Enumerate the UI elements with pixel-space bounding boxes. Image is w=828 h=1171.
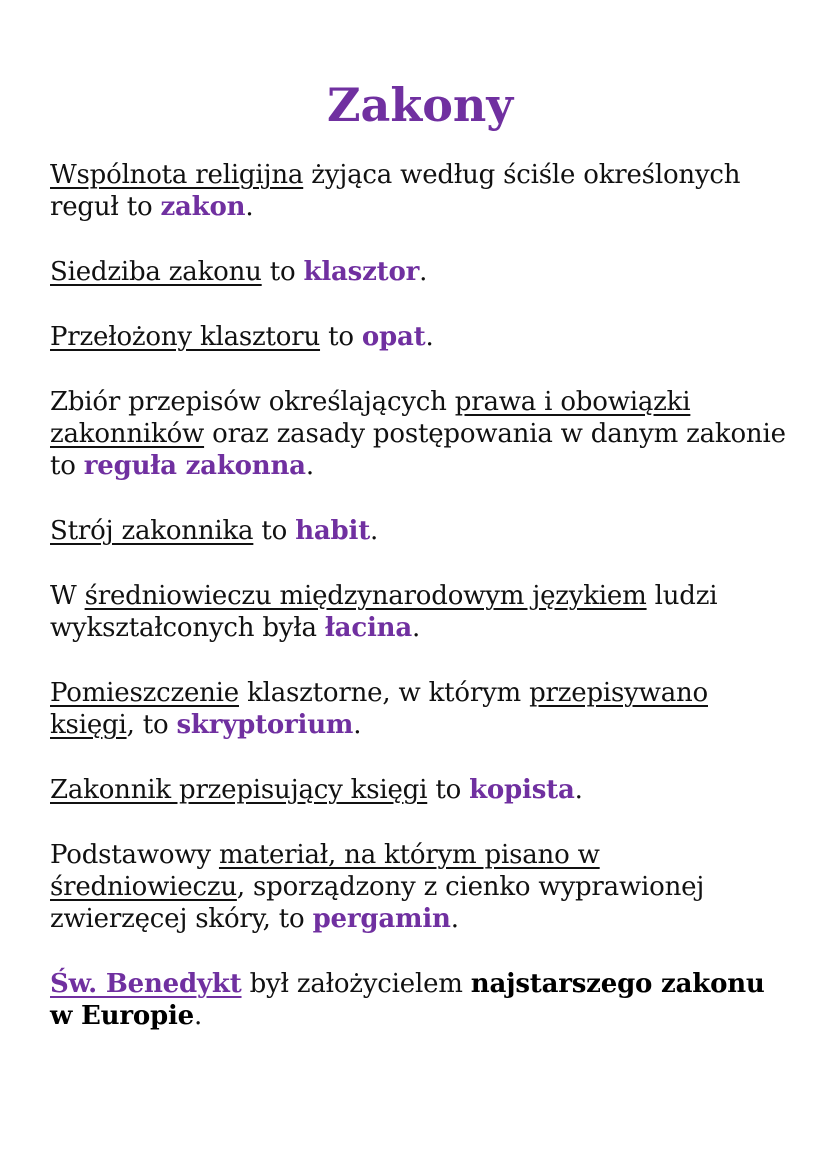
text-segment: W: [50, 580, 85, 611]
underlined-phrase: Strój zakonnika: [50, 515, 254, 546]
key-term: opat: [361, 321, 426, 352]
underlined-phrase: średniowieczu międzynarodowym językiem: [84, 580, 647, 611]
text-segment: .: [245, 191, 254, 222]
definition-paragraph: [50, 386, 790, 482]
underlined-phrase: Wspólnota religijna: [50, 159, 304, 190]
definition-paragraph: [50, 580, 790, 644]
text-segment: klasztorne, w którym: [239, 677, 530, 708]
text-segment: to: [427, 774, 470, 805]
text-segment: ludzi wykształconych była: [50, 580, 718, 643]
key-term: Św. Benedykt: [50, 968, 242, 999]
text-segment: .: [370, 515, 379, 546]
underlined-phrase: Zakonnik przepisujący księgi: [50, 774, 428, 805]
text-segment: to: [253, 515, 296, 546]
key-term: habit: [295, 515, 371, 546]
text-segment: był założycielem: [241, 968, 471, 999]
underlined-phrase: przepisywano księgi: [50, 677, 708, 740]
underlined-phrase: Pomieszczenie: [50, 677, 239, 708]
key-term: klasztor: [303, 256, 420, 287]
definition-paragraph: [50, 515, 790, 547]
definitions-list: [50, 159, 790, 1032]
key-term: reguła zakonna: [83, 450, 306, 481]
key-term: zakon: [160, 191, 246, 222]
text-segment: żyjąca według ściśle określonych reguł to: [50, 159, 741, 222]
text-segment: .: [194, 1000, 203, 1031]
definition-paragraph: [50, 159, 790, 223]
key-term: łacina: [324, 612, 412, 643]
text-segment: .: [353, 709, 362, 740]
definition-paragraph: [50, 677, 790, 741]
text-segment: , to: [126, 709, 177, 740]
text-segment: Zbiór przepisów określających: [50, 386, 455, 417]
text-segment: .: [450, 903, 459, 934]
underlined-phrase: prawa i obowiązki zakonników: [50, 386, 691, 449]
definition-paragraph: [50, 256, 790, 288]
underlined-phrase: Siedziba zakonu: [50, 256, 262, 287]
text-segment: , sporządzony z cienko wyprawionej zwierzęcej skóry, to: [50, 871, 705, 934]
key-term: pergamin: [312, 903, 451, 934]
text-segment: .: [425, 321, 434, 352]
text-segment: to: [320, 321, 362, 352]
page-title: Zakony: [326, 78, 514, 132]
text-segment: .: [411, 612, 421, 643]
bold-phrase: najstarszego zakonu w Europie: [50, 968, 765, 1031]
text-segment: .: [574, 774, 583, 805]
underlined-phrase: Przełożony klasztoru: [50, 321, 321, 352]
text-segment: Podstawowy: [50, 839, 219, 870]
key-term: kopista: [469, 774, 575, 805]
definition-paragraph: [50, 968, 790, 1032]
key-term: skryptorium: [176, 709, 354, 740]
document-page: [50, 80, 790, 1065]
text-segment: .: [419, 256, 428, 287]
definition-paragraph: [50, 839, 790, 935]
definition-paragraph: [50, 774, 790, 806]
text-segment: oraz zasady postępowania w danym zakonie to: [50, 418, 786, 481]
text-segment: to: [261, 256, 304, 287]
underlined-phrase: materiał, na którym pisano w średniowieczu: [50, 839, 600, 902]
definition-paragraph: [50, 321, 790, 353]
text-segment: .: [305, 450, 314, 481]
